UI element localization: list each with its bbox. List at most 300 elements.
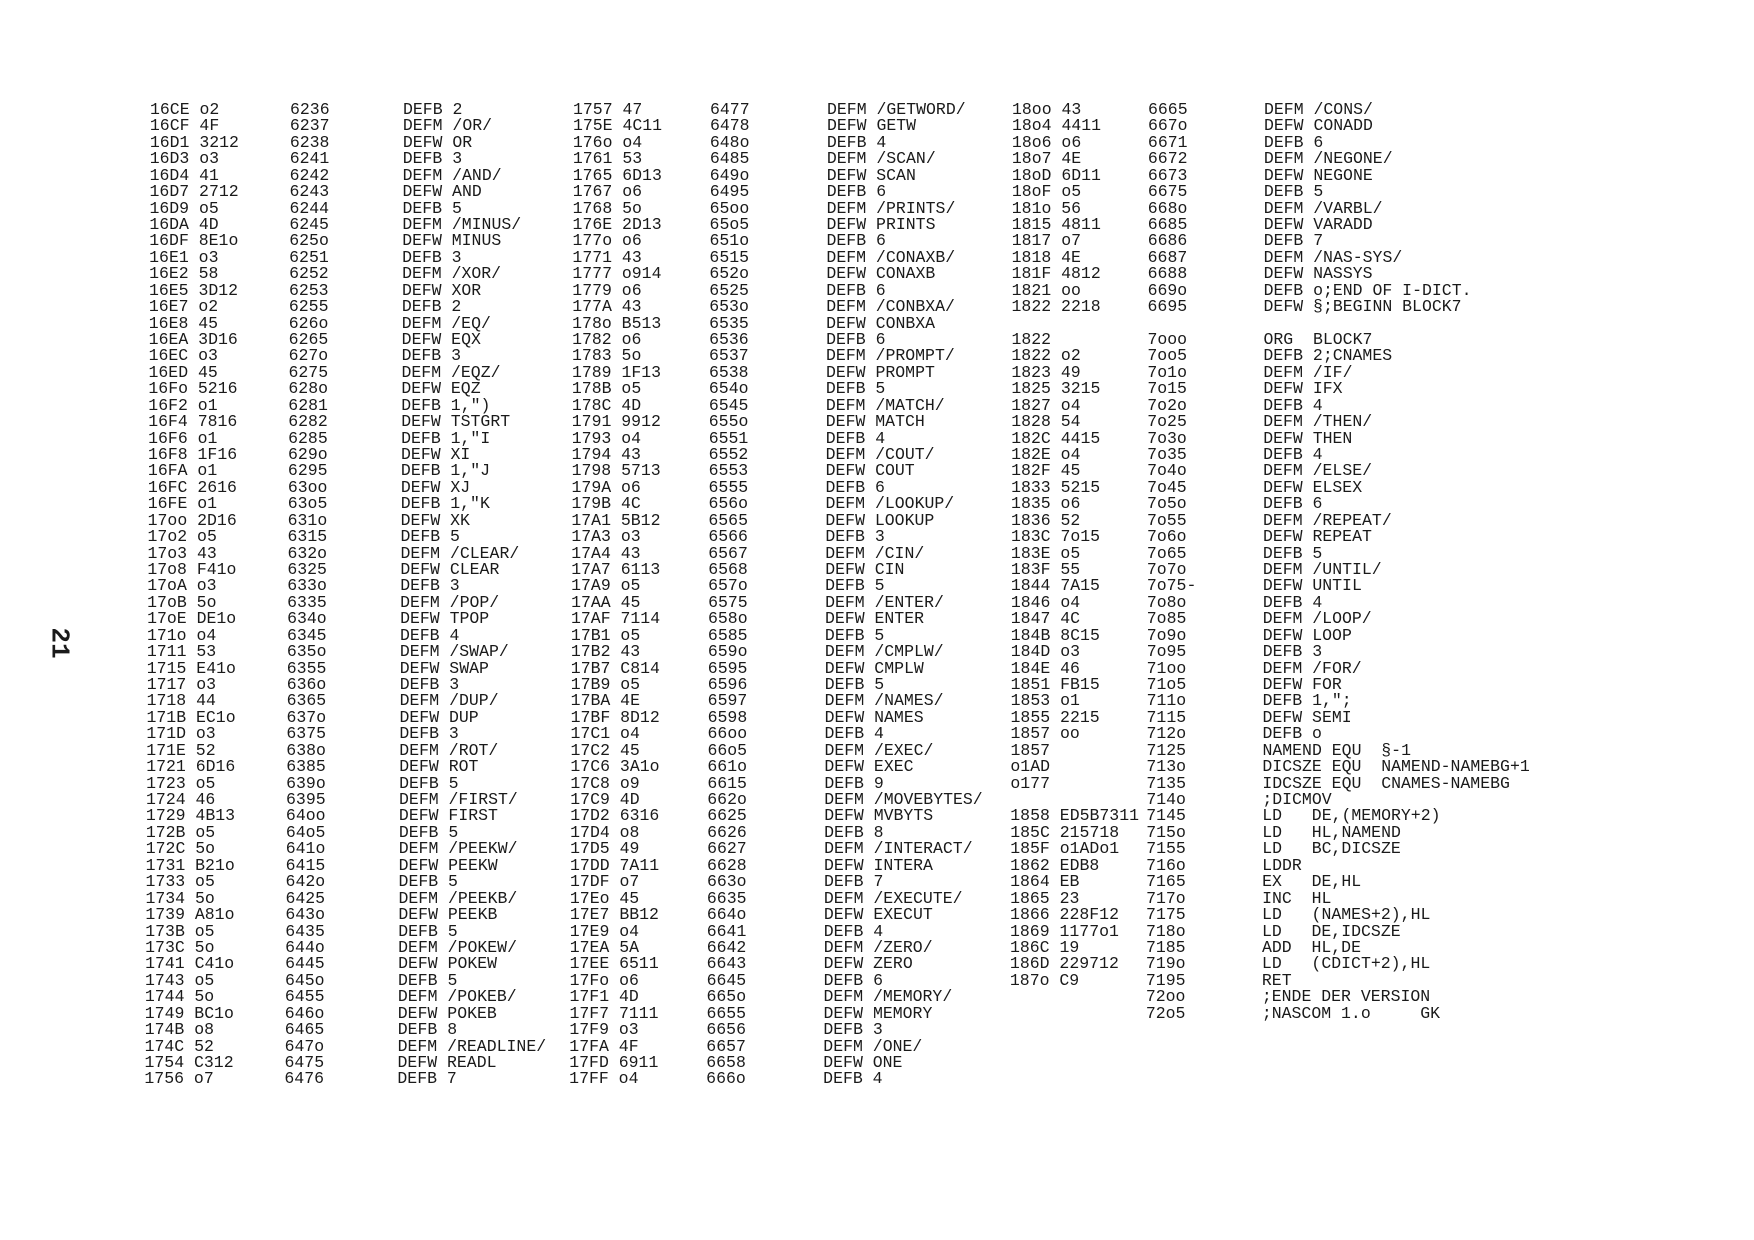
line-number: 6643: [706, 954, 747, 974]
line-number: 657o: [708, 576, 748, 596]
assembler-statement: DEFM /CIN/: [825, 543, 925, 563]
address-and-code: 16D3 o3: [149, 149, 220, 169]
address-and-code: 18oo 43: [1012, 100, 1082, 119]
assembler-statement: DEFW ELSEX: [1263, 477, 1363, 497]
assembler-statement: ORG BLOCK7: [1263, 330, 1373, 350]
line-number: 6596: [707, 675, 748, 695]
address-and-code: 17C6 3A1o: [570, 757, 660, 777]
assembler-statement: DEFW VARADD: [1263, 215, 1373, 234]
address-and-code: 183E o5: [1010, 543, 1081, 563]
line-number: 667o: [1147, 116, 1188, 136]
line-number: 6455: [284, 987, 325, 1007]
line-number: 635o: [286, 642, 327, 662]
assembler-statement: DEFM /MINUS/: [402, 215, 522, 234]
address-and-code: 171o o4: [146, 625, 217, 645]
address-and-code: 1869 1177o1: [1010, 921, 1119, 941]
assembler-statement: LD BC,DICSZE: [1262, 839, 1401, 859]
address-and-code: 1798 5713: [571, 461, 661, 481]
line-number: 7o35: [1147, 445, 1187, 465]
line-number: 6425: [285, 888, 326, 908]
line-number: 71oo: [1146, 658, 1187, 678]
line-number: 637o: [286, 707, 327, 727]
line-number: 7175: [1146, 905, 1186, 925]
address-and-code: 1864 EB: [1010, 872, 1080, 892]
address-and-code: 17EA 5A: [569, 937, 639, 957]
address-and-code: 17F7 7111: [569, 1003, 659, 1023]
assembler-statement: DEFM /THEN/: [1263, 412, 1373, 432]
assembler-statement: DEFB 3: [402, 247, 462, 267]
assembler-statement: DEFB 2: [401, 297, 462, 317]
address-and-code: 17oB 5o: [147, 592, 217, 612]
address-and-code: 185C 215718: [1010, 822, 1120, 842]
address-and-code: 172C 5o: [145, 839, 216, 859]
assembler-statement: DEFM /EXEC/: [824, 740, 934, 760]
line-number: 7195: [1145, 970, 1186, 990]
address-and-code: 1844 7A15: [1010, 576, 1100, 596]
address-and-code: 1743 o5: [144, 970, 215, 990]
assembler-statement: ADD HL,DE: [1261, 937, 1361, 957]
assembler-statement: DEFM /CONBXA/: [826, 297, 955, 317]
line-number: 6687: [1147, 247, 1188, 267]
line-number: 634o: [287, 609, 327, 629]
assembler-statement: DEFB 6: [826, 231, 886, 251]
line-number: 645o: [284, 970, 325, 990]
line-number: 6685: [1147, 215, 1188, 234]
line-number: 6242: [289, 165, 330, 185]
line-number: 6445: [285, 954, 325, 974]
address-and-code: 1857 oo: [1010, 724, 1080, 744]
assembler-statement: DEFW NAMES: [824, 707, 924, 727]
address-and-code: 1757 47: [573, 100, 643, 119]
assembler-statement: DEFM /OR/: [402, 116, 493, 136]
address-and-code: 16FE o1: [147, 494, 218, 514]
assembler-statement: DEFW XI: [401, 445, 471, 465]
address-and-code: 17D4 o8: [570, 822, 640, 842]
assembler-statement: DEFM /READLINE/: [397, 1036, 547, 1056]
address-and-code: 1739 A81o: [145, 905, 235, 925]
line-number: 6688: [1147, 264, 1188, 284]
assembler-statement: DEFB 7: [823, 872, 884, 892]
assembler-statement: DEFB 4: [824, 724, 884, 744]
assembler-statement: DEFM /NEGONE/: [1263, 149, 1393, 169]
line-number: 651o: [709, 231, 750, 251]
assembler-statement: DEFM /PEEKB/: [398, 888, 518, 908]
line-number: 6656: [706, 1020, 746, 1040]
assembler-statement: ;NASCOM 1.o GK: [1261, 1003, 1441, 1023]
assembler-statement: DEFB 3: [402, 149, 463, 169]
line-number: 6475: [284, 1052, 325, 1072]
line-number: 655o: [708, 412, 749, 432]
address-and-code: 1817 o7: [1011, 231, 1081, 251]
address-and-code: 1818 4E: [1011, 247, 1081, 267]
assembler-statement: DEFB 8: [824, 822, 884, 842]
assembler-statement: DEFW POKEW: [398, 954, 498, 974]
assembler-statement: DEFB 8: [397, 1020, 458, 1040]
assembler-statement: DEFW SCAN: [826, 165, 916, 185]
address-and-code: 17FF o4: [569, 1069, 639, 1089]
address-and-code: 16D4 41: [149, 165, 219, 185]
assembler-statement: DEFM /EQ/: [401, 313, 491, 333]
address-and-code: 186D 229712: [1009, 954, 1119, 974]
assembler-statement: DEFW REPEAT: [1262, 527, 1372, 547]
line-number: 7ooo: [1147, 330, 1188, 350]
address-and-code: 17B7 C814: [570, 658, 660, 678]
line-number: 6253: [288, 280, 329, 300]
assembler-statement: DICSZE EQU NAMEND-NAMEBG+1: [1262, 757, 1530, 777]
line-number: 6655: [706, 1003, 747, 1023]
address-and-code: 171B EC1o: [146, 707, 236, 727]
line-number: 663o: [706, 872, 747, 892]
address-and-code: 1721 6D16: [146, 757, 236, 777]
assembler-statement: DEFM /POP/: [400, 592, 500, 612]
address-and-code: 174C 52: [144, 1036, 214, 1056]
line-number: 6477: [710, 100, 750, 119]
assembler-statement: DEFW LOOP: [1262, 625, 1352, 645]
line-number: 7o2o: [1147, 395, 1187, 415]
address-and-code: 1846 o4: [1010, 592, 1081, 612]
assembler-statement: DEFM /MOVEBYTES/: [824, 790, 983, 810]
line-number: 6641: [706, 921, 747, 941]
line-number: 7155: [1146, 839, 1186, 859]
address-and-code: 17B2 43: [570, 642, 641, 662]
line-number: 6495: [709, 182, 750, 202]
line-number: 6385: [286, 757, 326, 777]
address-and-code: 1734 5o: [145, 888, 215, 908]
address-and-code: 174B o8: [144, 1020, 214, 1040]
assembler-statement: DEFB 6: [825, 477, 885, 497]
assembler-statement: DEFW MVBYTS: [824, 806, 934, 826]
address-and-code: 1761 53: [572, 149, 643, 169]
assembler-statement: DEFW MATCH: [825, 412, 925, 432]
line-number: 6673: [1147, 165, 1188, 185]
assembler-statement: DEFM /MEMORY/: [823, 987, 953, 1007]
assembler-statement: DEFM /COUT/: [825, 445, 935, 465]
assembler-statement: DEFM /NAS-SYS/: [1263, 247, 1403, 267]
line-number: 6476: [284, 1069, 325, 1089]
line-number: 642o: [285, 872, 326, 892]
line-number: 6537: [709, 346, 749, 366]
address-and-code: 17E7 BB12: [569, 905, 659, 925]
assembler-statement: DEFW §;BEGINN BLOCK7: [1263, 297, 1462, 317]
address-and-code: 17A4 43: [571, 543, 641, 563]
assembler-statement: DEFM /PRINTS/: [826, 198, 956, 218]
assembler-statement: DEFW THEN: [1263, 428, 1353, 448]
address-and-code: 17oo 2D16: [147, 510, 237, 530]
address-and-code: 184B 8C15: [1010, 625, 1100, 645]
assembler-statement: DEFB o: [1262, 724, 1322, 744]
assembler-statement: DEFB o;END OF I-DICT.: [1263, 280, 1472, 300]
line-number: 7o45: [1147, 477, 1187, 497]
assembler-statement: DEFM /ELSE/: [1263, 461, 1373, 481]
address-and-code: 17A1 5B12: [571, 510, 661, 530]
assembler-statement: DEFW CLEAR: [400, 560, 500, 580]
line-number: 7o7o: [1146, 560, 1187, 580]
assembler-statement: DEFB 3: [399, 724, 459, 744]
line-number: 6566: [708, 527, 748, 547]
line-number: 627o: [288, 346, 329, 366]
address-and-code: 177A 43: [572, 297, 642, 317]
address-and-code: 1715 E41o: [146, 658, 236, 678]
assembler-statement: DEFW EQZ: [401, 379, 481, 399]
line-number: 654o: [708, 379, 749, 399]
address-and-code: 171D o3: [146, 724, 216, 744]
line-number: 66o5: [707, 740, 748, 760]
line-number: 7o55: [1147, 510, 1187, 530]
assembler-statement: DEFB 6: [823, 970, 883, 990]
line-number: 638o: [286, 740, 326, 760]
line-number: 6236: [290, 100, 330, 119]
line-number: 639o: [286, 773, 326, 793]
line-number: 718o: [1146, 921, 1186, 941]
assembler-statement: DEFB 2: [403, 100, 463, 119]
line-number: 666o: [706, 1069, 746, 1089]
line-number: 7185: [1145, 937, 1186, 957]
line-number: 7145: [1146, 806, 1186, 826]
line-number: 7o5o: [1147, 494, 1187, 514]
address-and-code: 1835 o6: [1011, 494, 1081, 514]
address-and-code: 1836 52: [1011, 510, 1081, 530]
address-and-code: 16F6 o1: [148, 428, 218, 448]
assembler-statement: DEFW PRINTS: [826, 215, 936, 234]
line-number: 6626: [707, 822, 747, 842]
address-and-code: 173C 5o: [145, 937, 215, 957]
assembler-statement: DEFW MEMORY: [823, 1003, 933, 1023]
line-number: 6315: [287, 527, 328, 547]
address-and-code: 16CF 4F: [149, 116, 220, 136]
address-and-code: 17BA 4E: [570, 691, 640, 711]
line-number: 7o8o: [1146, 592, 1187, 612]
assembler-statement: DEFW TSTGRT: [401, 412, 511, 432]
line-number: 656o: [708, 494, 749, 514]
address-and-code: 17D2 6316: [570, 806, 660, 826]
assembler-statement: DEFW CMPLW: [824, 658, 924, 678]
assembler-statement: DEFW SEMI: [1262, 707, 1352, 727]
line-number: 6597: [707, 691, 748, 711]
address-and-code: 1749 BC1o: [144, 1003, 234, 1023]
address-and-code: 17EE 6511: [569, 954, 659, 974]
assembler-statement: NAMEND EQU §-1: [1262, 740, 1411, 760]
assembler-statement: DEFB 1,"J: [400, 461, 491, 481]
assembler-statement: LDDR: [1262, 855, 1302, 875]
line-number: 6255: [288, 297, 329, 317]
line-number: 6395: [286, 790, 326, 810]
line-number: 6252: [289, 264, 329, 284]
address-and-code: 183F 55: [1010, 560, 1081, 580]
address-and-code: 17BF 8D12: [570, 707, 660, 727]
line-number: 7o15: [1147, 379, 1187, 399]
address-and-code: 179A o6: [571, 477, 641, 497]
address-and-code: 16D9 o5: [149, 198, 219, 218]
address-and-code: 16Fo 5216: [148, 379, 238, 399]
address-and-code: 17oA o3: [147, 576, 217, 596]
line-number: 6515: [709, 247, 750, 267]
assembler-statement: DEFB 4: [399, 625, 460, 645]
line-number: 665o: [706, 987, 747, 1007]
address-and-code: 183C 7o15: [1010, 527, 1101, 547]
assembler-statement: DEFB 2;CNAMES: [1263, 346, 1393, 366]
address-and-code: 17F9 o3: [569, 1020, 639, 1040]
line-number: 659o: [707, 642, 748, 662]
line-number: 6642: [706, 937, 747, 957]
address-and-code: 17DF o7: [569, 872, 640, 892]
assembler-statement: DEFB 3: [1262, 642, 1323, 662]
assembler-statement: DEFW UNTIL: [1262, 576, 1362, 596]
address-and-code: 182F 45: [1011, 461, 1081, 481]
assembler-statement: DEFB 4: [1263, 445, 1323, 465]
line-number: 6672: [1147, 149, 1188, 169]
assembler-statement: DEFW FOR: [1262, 675, 1342, 695]
address-and-code: 185F o1ADo1: [1010, 839, 1120, 859]
assembler-statement: DEFW EQX: [401, 330, 481, 350]
line-number: 6265: [288, 330, 329, 350]
line-number: 7o65: [1146, 543, 1187, 563]
assembler-statement: LD DE,IDCSZE: [1262, 921, 1401, 941]
address-and-code: 176o o4: [572, 132, 643, 152]
assembler-statement: DEFB 5: [402, 198, 462, 218]
line-number: 7165: [1146, 872, 1186, 892]
address-and-code: 17D5 49: [570, 839, 640, 859]
assembler-statement: DEFM /SCAN/: [826, 149, 936, 169]
line-number: 7oo5: [1147, 346, 1188, 366]
line-number: 65oo: [709, 198, 750, 218]
assembler-statement: DEFW ROT: [399, 757, 479, 777]
assembler-statement: DEFB 9: [824, 773, 884, 793]
address-and-code: 18oD 6D11: [1011, 165, 1101, 185]
line-number: 669o: [1147, 280, 1188, 300]
address-and-code: 1822 2218: [1011, 297, 1101, 317]
line-number: 7o6o: [1146, 527, 1187, 547]
address-and-code: 1733 o5: [145, 872, 215, 892]
line-number: 64oo: [285, 806, 326, 826]
line-number: 7115: [1146, 707, 1187, 727]
assembler-statement: DEFB 6: [826, 280, 886, 300]
assembler-statement: DEFM /CLEAR/: [400, 543, 520, 563]
assembler-statement: DEFM /SWAP/: [399, 642, 509, 662]
assembler-statement: DEFM /CONS/: [1264, 100, 1373, 119]
assembler-statement: DEFW CONADD: [1263, 116, 1373, 136]
address-and-code: 187o C9: [1009, 970, 1080, 990]
address-and-code: 1865 23: [1010, 888, 1080, 908]
address-and-code: 1789 1F13: [571, 362, 662, 382]
address-and-code: 16FA o1: [147, 461, 218, 481]
line-number: 6665: [1148, 100, 1188, 119]
address-and-code: 181F 4812: [1011, 264, 1101, 284]
line-number: 7135: [1146, 773, 1186, 793]
assembler-statement: DEFM /DUP/: [399, 691, 499, 711]
line-number: 6355: [286, 658, 327, 678]
assembler-statement: DEFW NASSYS: [1263, 264, 1373, 284]
address-and-code: 1744 5o: [144, 987, 215, 1007]
line-number: 6325: [287, 560, 327, 580]
line-number: 71o5: [1146, 675, 1187, 695]
assembler-statement: DEFM /PROMPT/: [826, 346, 955, 366]
assembler-statement: DEFW AND: [402, 182, 482, 202]
assembler-statement: DEFM /AND/: [402, 165, 502, 185]
address-and-code: 172B o5: [145, 822, 216, 842]
address-and-code: 1857: [1010, 740, 1051, 760]
line-number: 658o: [708, 609, 748, 629]
line-number: 6241: [289, 149, 330, 169]
assembler-statement: DEFW DUP: [399, 707, 479, 727]
address-and-code: 17A3 o3: [571, 527, 641, 547]
line-number: 643o: [285, 905, 325, 925]
address-and-code: 1853 o1: [1010, 691, 1080, 711]
assembler-statement: DEFW TPOP: [400, 609, 490, 629]
line-number: 6595: [707, 658, 748, 678]
assembler-statement: DEFB 3: [823, 1020, 883, 1040]
line-number: 6671: [1147, 132, 1188, 152]
line-number: 6485: [709, 149, 750, 169]
assembler-statement: IDCSZE EQU CNAMES-NAMEBG: [1262, 773, 1510, 793]
line-number: 6345: [286, 625, 327, 645]
line-number: 6282: [288, 412, 328, 432]
assembler-statement: DEFB 3: [399, 675, 460, 695]
address-and-code: 1777 o914: [572, 264, 662, 284]
line-number: 661o: [707, 757, 748, 777]
assembler-statement: DEFB 5: [397, 970, 458, 990]
address-and-code: 1862 EDB8: [1010, 855, 1100, 875]
line-number: 652o: [709, 264, 749, 284]
assembler-statement: DEFW ONE: [823, 1052, 903, 1072]
assembler-statement: DEFW ZERO: [823, 954, 913, 974]
line-number: 6628: [707, 855, 747, 875]
address-and-code: 1855 2215: [1010, 707, 1100, 727]
assembler-statement: LD DE,(MEMORY+2): [1262, 806, 1441, 826]
address-and-code: 1827 o4: [1011, 395, 1081, 415]
assembler-statement: LD (CDICT+2),HL: [1261, 954, 1431, 974]
address-and-code: 16E5 3D12: [148, 280, 239, 300]
line-number: 6281: [288, 395, 328, 415]
line-number: 641o: [285, 839, 326, 859]
address-and-code: 186C 19: [1009, 937, 1080, 957]
address-and-code: 1782 o6: [572, 330, 642, 350]
line-number: 626o: [288, 313, 329, 333]
address-and-code: 16F4 7816: [148, 412, 238, 432]
line-number: 6598: [707, 707, 748, 727]
address-and-code: 1767 o6: [572, 182, 642, 202]
address-and-code: 1783 5o: [572, 346, 642, 366]
line-number: 7o1o: [1147, 362, 1187, 382]
address-and-code: 177o o6: [572, 231, 642, 251]
line-number: 715o: [1146, 822, 1186, 842]
assembler-statement: DEFB 4: [823, 1069, 883, 1089]
assembler-statement: DEFW INTERA: [824, 855, 933, 875]
address-and-code: 1858 ED5B7311: [1010, 806, 1140, 826]
line-number: 6675: [1147, 182, 1188, 202]
line-number: 6535: [709, 313, 749, 333]
address-and-code: 17o8 F41o: [147, 560, 237, 580]
line-number: 6686: [1147, 231, 1188, 251]
line-number: 632o: [287, 543, 328, 563]
line-number: 6658: [706, 1052, 746, 1072]
address-and-code: 179B 4C: [571, 494, 641, 514]
address-and-code: 16DA 4D: [149, 215, 219, 234]
address-and-code: 184E 46: [1010, 658, 1080, 678]
address-and-code: 18oF o5: [1011, 182, 1082, 202]
assembler-statement: DEFW NEGONE: [1263, 165, 1373, 185]
line-number: 6625: [707, 806, 747, 826]
line-number: 662o: [707, 790, 747, 810]
line-number: 7o4o: [1147, 461, 1187, 481]
address-and-code: 17C2 45: [570, 740, 640, 760]
address-and-code: 17C8 o9: [570, 773, 640, 793]
address-and-code: 1779 o6: [572, 280, 642, 300]
assembler-statement: DEFM /LOOP/: [1262, 609, 1372, 629]
assembler-statement: DEFM /FOR/: [1262, 658, 1362, 678]
line-number: 6245: [289, 215, 329, 234]
line-number: 6375: [286, 724, 326, 744]
assembler-statement: DEFB 5: [1262, 543, 1323, 563]
